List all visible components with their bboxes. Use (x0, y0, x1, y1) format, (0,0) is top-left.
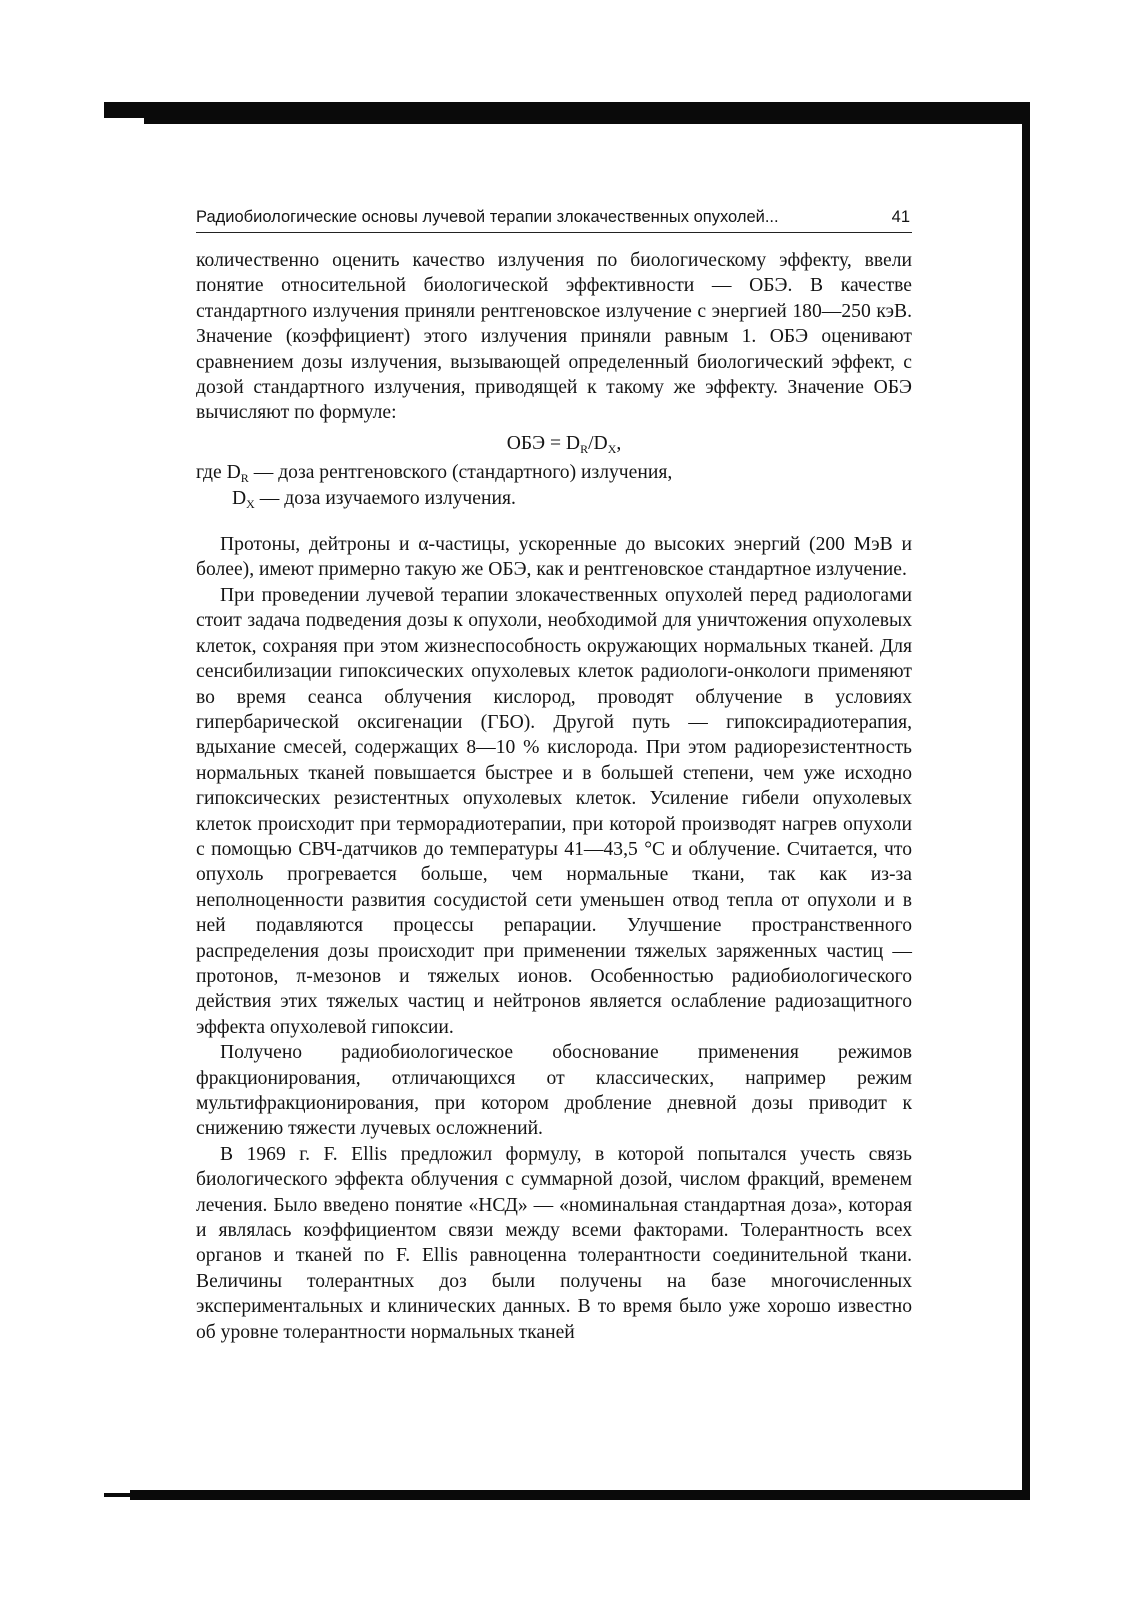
formula-end: , (616, 432, 622, 454)
scan-border-top (104, 102, 1030, 124)
paragraph-ellis: В 1969 г. F. Ellis предложил формулу, в которой попытался учесть связь биологического эффекта облучения с суммарной дозой, числом фракций, временем лечения. Было введено понятие «НСД» — «номинальная стандартная доза», которая и являлась коэффициентом связи между всеми факторами. Толерантность всех органов и тканей по F. Ellis равноценна толерантности соединительной ткани. Величины толерантных доз были получены на базе многочисленных экспериментальных и клинических данных. В то время было уже хорошо известно об уровне толерантности нормальных тканей (196, 1143, 912, 1343)
legend-dr-prefix: где D (196, 462, 241, 484)
page-number: 41 (891, 208, 910, 226)
legend-dr-sub: R (240, 471, 249, 486)
legend-dx-text: — доза изучаемого излучения. (254, 487, 516, 509)
running-header (196, 208, 912, 233)
formula-sub-r: R (580, 441, 589, 456)
scan-border-right (1022, 102, 1030, 1500)
legend-line-dr (196, 460, 912, 485)
paragraph-protons: Протоны, дейтроны и α-частицы, ускоренные до высоких энергий (200 МэВ и более), имеют примерно такую же ОБЭ, как и рентгеновское стандартное излучение. (196, 534, 912, 581)
formula-legend (196, 460, 912, 511)
legend-dr-text: — доза рентгеновского (стандартного) излучения, (248, 462, 673, 484)
formula-sub-x: X (607, 441, 617, 456)
scan-border-bottom-tail (104, 1493, 134, 1497)
formula-obe (196, 431, 912, 456)
running-title: Радиобиологические основы лучевой терапии злокачественных опухолей... (196, 208, 779, 226)
formula-mid: /D (588, 432, 608, 454)
page-body (196, 248, 912, 1345)
scan-border-bottom (130, 1490, 1030, 1500)
paragraph-fractionation: Получено радиобиологическое обоснование применения режимов фракционирования, отличающихся от классических, например режим мультифракционирования, при котором дробление дневной дозы приводит к снижению тяжести лучевых осложнений. (196, 1042, 912, 1140)
legend-dx-prefix: D (232, 487, 247, 509)
legend-line-dx (196, 486, 912, 511)
legend-dx-sub: X (246, 496, 255, 511)
paragraph-obe-definition: количественно оценить качество излучения по биологическому эффекту, ввели понятие относительной биологической эффективности — ОБЭ. В качестве стандартного излучения приняли рентгеновское излучение с энергией 180—250 кэВ. Значение (коэффициент) этого излучения приняли равным 1. ОБЭ оценивают сравнением дозы излучения, вызывающей определенный биологический эффект, с дозой стандартного излучения, приводящей к такому же эффекту. Значение ОБЭ вычисляют по формуле: (196, 250, 912, 424)
paragraph-radiotherapy-task: При проведении лучевой терапии злокачественных опухолей перед радиологами стоит задача подведения дозы к опухоли, необходимой для уничтожения опухолевых клеток, сохраняя при этом жизнеспособность окружающих нормальных тканей. Для сенсибилизации гипоксических опухолевых клеток радиологи-онкологи применяют во время сеанса облучения кислород, проводят облучение в условиях гипербарической оксигенации (ГБО). Другой путь — гипоксирадиотерапия, вдыхание смесей, содержащих 8—10 % кислорода. При этом радиорезистентность нормальных тканей повышается быстрее и в большей степени, чем уже исходно гипоксических резистентных опухолевых клеток. Усиление гибели опухолевых клеток происходит при терморадиотерапии, при которой производят нагрев опухоли с помощью СВЧ-датчиков до температуры 41—43,5 °С и облучение. Считается, что опухоль прогревается больше, чем нормальные ткани, так как из-за неполноценности развития сосудистой сети уменьшен отвод тепла от опухоли и в ней подавляются процессы репарации. Улучшение пространственного распределения дозы происходит при применении тяжелых заряженных частиц — протонов, π-мезонов и тяжелых ионов. Особенностью радиобиологического действия этих тяжелых частиц и нейтронов является ослабление радиозащитного эффекта опухолевой гипоксии. (196, 584, 912, 1038)
scan-border-notch (104, 118, 144, 124)
formula-lhs: ОБЭ = D (506, 432, 581, 454)
